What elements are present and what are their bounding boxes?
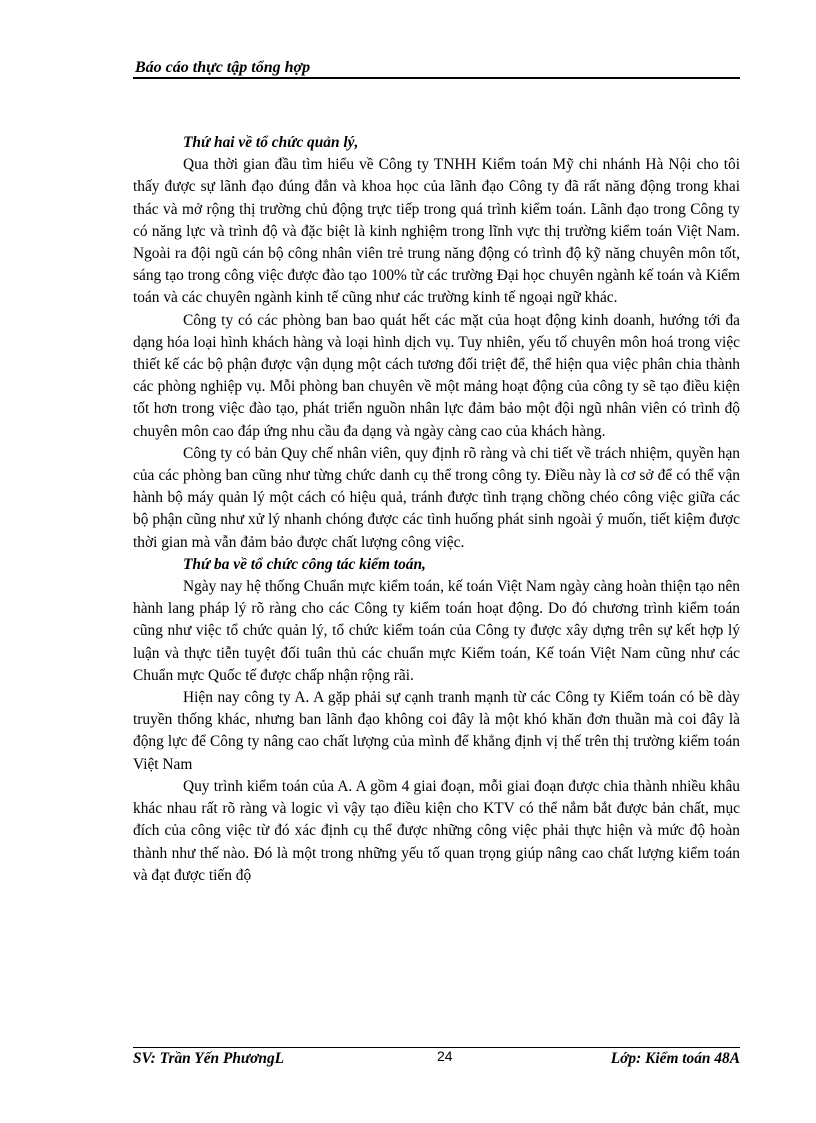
body-paragraph: Quy trình kiểm toán của A. A gồm 4 giai đoạn, mỗi giai đoạn được chia thành nhiều khâu khác nhau rất rõ ràng và logic vì vậy tạo điều kiện cho KTV có thể nắm bắt được bản chất, mục đích của công việc từ đó xác định cụ thể được những công việc phải thực hiện và mức độ hoàn thành như thế nào. Đó là một trong những yếu tố quan trọng giúp nâng cao chất lượng kiểm toán và đạt được tiến độ [133,777,740,884]
page-header-title: Báo cáo thực tập tổng hợp [135,59,311,76]
body-paragraph: Hiện nay công ty A. A gặp phải sự cạnh tranh mạnh từ các Công ty Kiểm toán có bề dày truyền thống khác, nhưng ban lãnh đạo không coi đây là một khó khăn đơn thuần mà coi đây là động lực để Công ty nâng cao chất lượng của mình để khẳng định vị thế trên thị trường kiểm toán Việt Nam [133,689,740,773]
section-heading-management: Thứ hai về tổ chức quản lý, [183,134,359,151]
page-number: 24 [437,1048,453,1064]
footer-student-name: SV: Trần Yến PhươngL [133,1050,285,1067]
document-body [133,132,740,887]
footer-class-name: Lớp: Kiểm toán 48A [610,1050,740,1067]
body-paragraph: Công ty có các phòng ban bao quát hết các mặt của hoạt động kinh doanh, hướng tới đa dạng hóa loại hình khách hàng và loại hình dịch vụ. Tuy nhiên, yếu tố chuyên môn hoá trong việc thiết kế các bộ phận được vận dụng một cách tương đối triệt để, thể hiện qua việc phân chia thành các phòng nghiệp vụ. Mỗi phòng ban chuyên về một mảng hoạt động của công ty sẽ tạo điều kiện tốt hơn trong việc đào tạo, phát triển nguồn nhân lực đảm bảo một đội ngũ nhân viên có trình độ chuyên môn cao đáp ứng nhu cầu đa dạng và ngày càng cao của khách hàng. [133,311,740,440]
section-heading-audit-organization: Thứ ba về tổ chức công tác kiểm toán, [183,555,426,573]
body-paragraph: Công ty có bản Quy chế nhân viên, quy định rõ ràng và chi tiết về trách nhiệm, quyền hạn của các phòng ban cũng như từng chức danh cụ thể trong công ty. Điều này là cơ sở để có thể vận hành bộ máy quản lý một cách có hiệu quả, tránh được tình trạng chồng chéo công việc giữa các bộ phận cũng như xử lý nhanh chóng được các tình huống phát sinh ngoài ý muốn, tiết kiệm được thời gian mà vẫn đảm bảo được chất lượng công việc. [133,444,740,551]
body-paragraph: Ngày nay hệ thống Chuẩn mực kiểm toán, kế toán Việt Nam ngày càng hoàn thiện tạo nên hành lang pháp lý rõ ràng cho các Công ty kiểm toán hoạt động. Do đó chương trình kiểm toán cũng như việc tổ chức quản lý, tổ chức kiểm toán của Công ty được xây dựng trên sự kết hợp lý luận và thực tiễn tuyệt đối tuân thủ các chuẩn mực Kiểm toán, Kế toán Việt Nam cũng như các Chuẩn mực Quốc tế được chấp nhận rộng rãi. [133,578,740,684]
body-paragraph: Qua thời gian đầu tìm hiểu về Công ty TNHH Kiểm toán Mỹ chi nhánh Hà Nội cho tôi thấy được sự lãnh đạo đúng đắn và khoa học của lãnh đạo Công ty đã rất năng động trong khai thác và mở rộng thị trường chủ động trực tiếp trong quá trình kiểm toán. Lãnh đạo trong Công ty có năng lực và trình độ và đặc biệt là kinh nghiệm trong lĩnh vực thị trường kiểm toán Việt Nam. Ngoài ra đội ngũ cán bộ công nhân viên trẻ trung năng động có trình độ kỹ năng chuyên môn tốt, sáng tạo trong công việc được đào tạo 100% từ các trường Đại học chuyên ngành kế toán và Kiểm toán và các chuyên ngành kinh tế cũng như các trường kinh tế ngoại ngữ khác. [133,156,740,307]
header-divider [133,77,740,79]
